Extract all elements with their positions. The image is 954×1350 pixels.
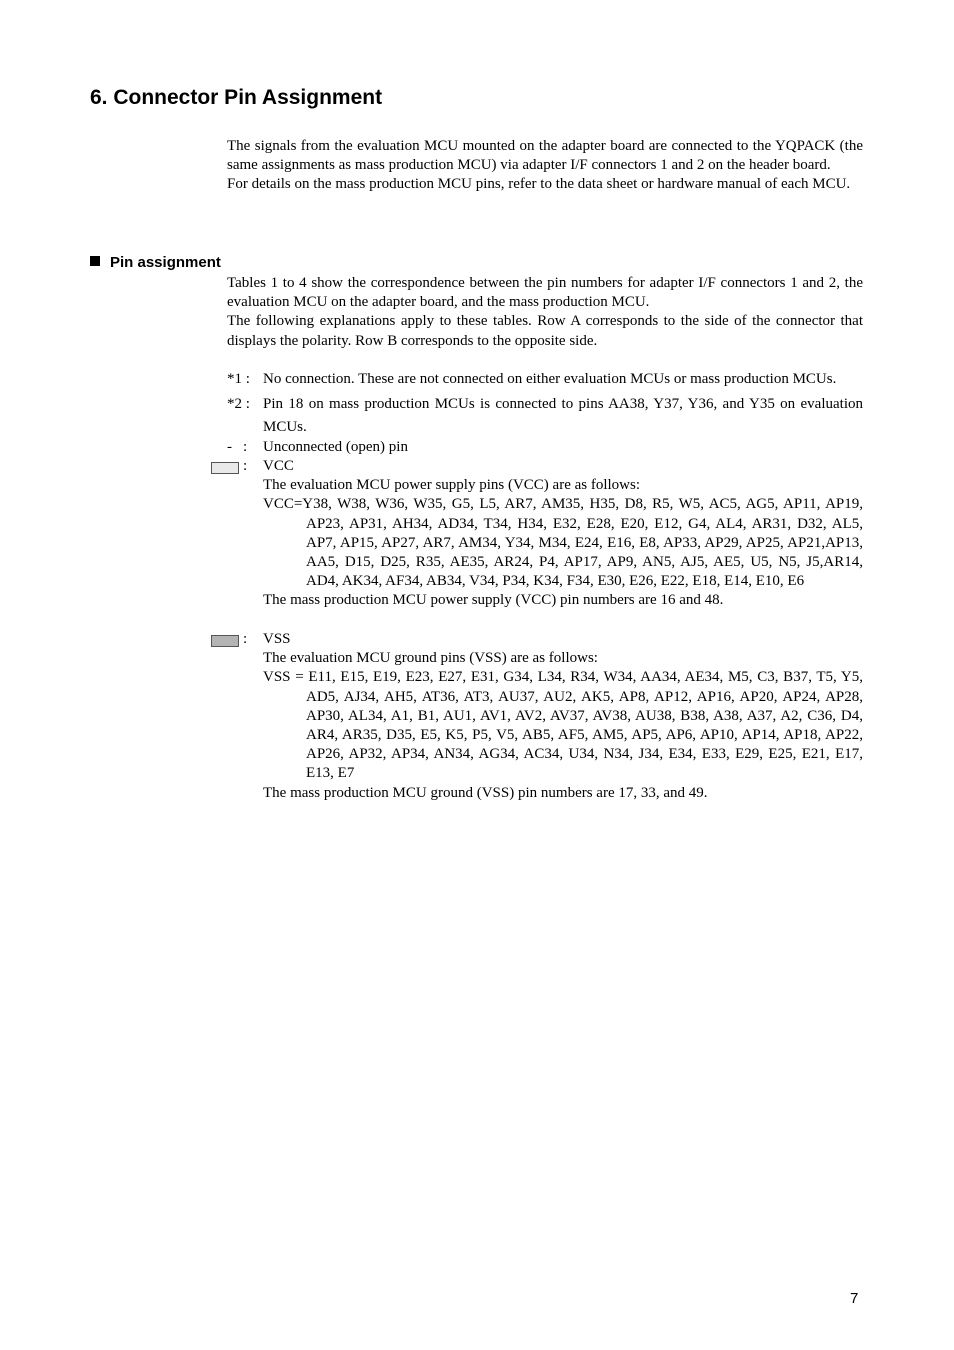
legend-vcc-pin-list: VCC=Y38, W38, W36, W35, G5, L5, AR7, AM35, H35, D8, R5, W5, AC5, AG5, AP11, AP19, AP23, AP31, AH34, AD34, T34, H34, E32, E28, E20, E12, G4, AL4, AR31, D32, AL5, AP7, AP15, AP27, AR7, AM34, Y34, M34, E24, E16, E8, AP33, AP29, AP25, AP21,AP13, AA5, D15, D25, R35, AE35, AR24, P4, AP17, AP9, AN5, AJ5, AE5, U5, N5, J5,AR14, AD4, AK34, AF34, AB34, V34, P34, K34, F34, E30, E26, E22, E18, E14, E10, E6 <box>263 496 863 590</box>
legend-vcc-colon: : <box>243 458 248 474</box>
pin-assignment-heading <box>90 254 221 271</box>
legend-vcc-label: VCC <box>263 458 294 474</box>
legend-vcc-body <box>263 457 863 611</box>
intro-paragraph-1: The signals from the evaluation MCU mounted on the adapter board are connected to the YQPACK (the same assignments as mass production MCU) via adapter I/F connectors 1 and 2 on the header board. <box>227 138 863 174</box>
legend-note-1-marker: *1 : <box>227 371 250 387</box>
legend-vss-colon: : <box>243 631 248 647</box>
pin-assignment-heading-text: Pin assignment <box>110 254 221 271</box>
intro-text <box>227 137 863 195</box>
legend-note-2-text: Pin 18 on mass production MCUs is connected to pins AA38, Y37, Y36, and Y35 on evaluation MCUs. <box>263 396 863 435</box>
vcc-swatch <box>211 462 239 474</box>
legend-vss-pin-list: VSS = E11, E15, E19, E23, E27, E31, G34, L34, R34, W34, AA34, AE34, M5, C3, B37, T5, Y5, AD5, AJ34, AH5, AT36, AT3, AU37, AU2, AK5, AP8, AP12, AP16, AP20, AP24, AP28, AP30, AL34, A1, B1, AU1, AV1, AV2, AV37, AV38, AU38, B38, A38, A37, A2, C36, D4, AR4, AR35, D35, E5, K5, P5, V5, AB5, AF5, AM5, AP5, AP6, AP10, AP14, AP18, AP22, AP26, AP32, AP34, AN34, AG34, AC34, U34, N34, J34, E34, E33, E29, E25, E21, E17, E13, E7 <box>263 669 863 782</box>
pin-assignment-paragraph-2: The following explanations apply to these tables. Row A corresponds to the side of the connector that displays the polarity. Row B corresponds to the opposite side. <box>227 313 863 349</box>
legend-unconnected-marker: - <box>227 439 232 455</box>
legend-vss-label: VSS <box>263 631 291 647</box>
page-number: 7 <box>850 1290 859 1307</box>
pin-assignment-text <box>227 274 863 351</box>
legend-vss-intro: The evaluation MCU ground pins (VSS) are as follows: <box>263 650 598 667</box>
vss-swatch <box>211 635 239 647</box>
legend-unconnected-text: Unconnected (open) pin <box>263 439 408 455</box>
pin-assignment-paragraph-1: Tables 1 to 4 show the correspondence between the pin numbers for adapter I/F connectors 1 and 2, the evaluation MCU on the adapter board, and the mass production MCU. <box>227 275 863 311</box>
intro-paragraph-2: For details on the mass production MCU pins, refer to the data sheet or hardware manual of each MCU. <box>227 176 851 193</box>
section-title: 6. Connector Pin Assignment <box>90 86 383 109</box>
legend-vss-footer: The mass production MCU ground (VSS) pin numbers are 17, 33, and 49. <box>263 784 708 801</box>
legend-vss-body <box>263 630 863 803</box>
legend-vcc-intro: The evaluation MCU power supply pins (VCC) are as follows: <box>263 477 641 494</box>
legend-note-1-text: No connection. These are not connected on either evaluation MCUs or mass production MCUs. <box>263 371 837 387</box>
legend-vcc-footer: The mass production MCU power supply (VCC) pin numbers are 16 and 48. <box>263 592 724 609</box>
square-bullet-icon <box>90 256 100 266</box>
legend-note-2-marker: *2 : <box>227 396 250 412</box>
legend-unconnected-colon: : <box>243 439 248 455</box>
